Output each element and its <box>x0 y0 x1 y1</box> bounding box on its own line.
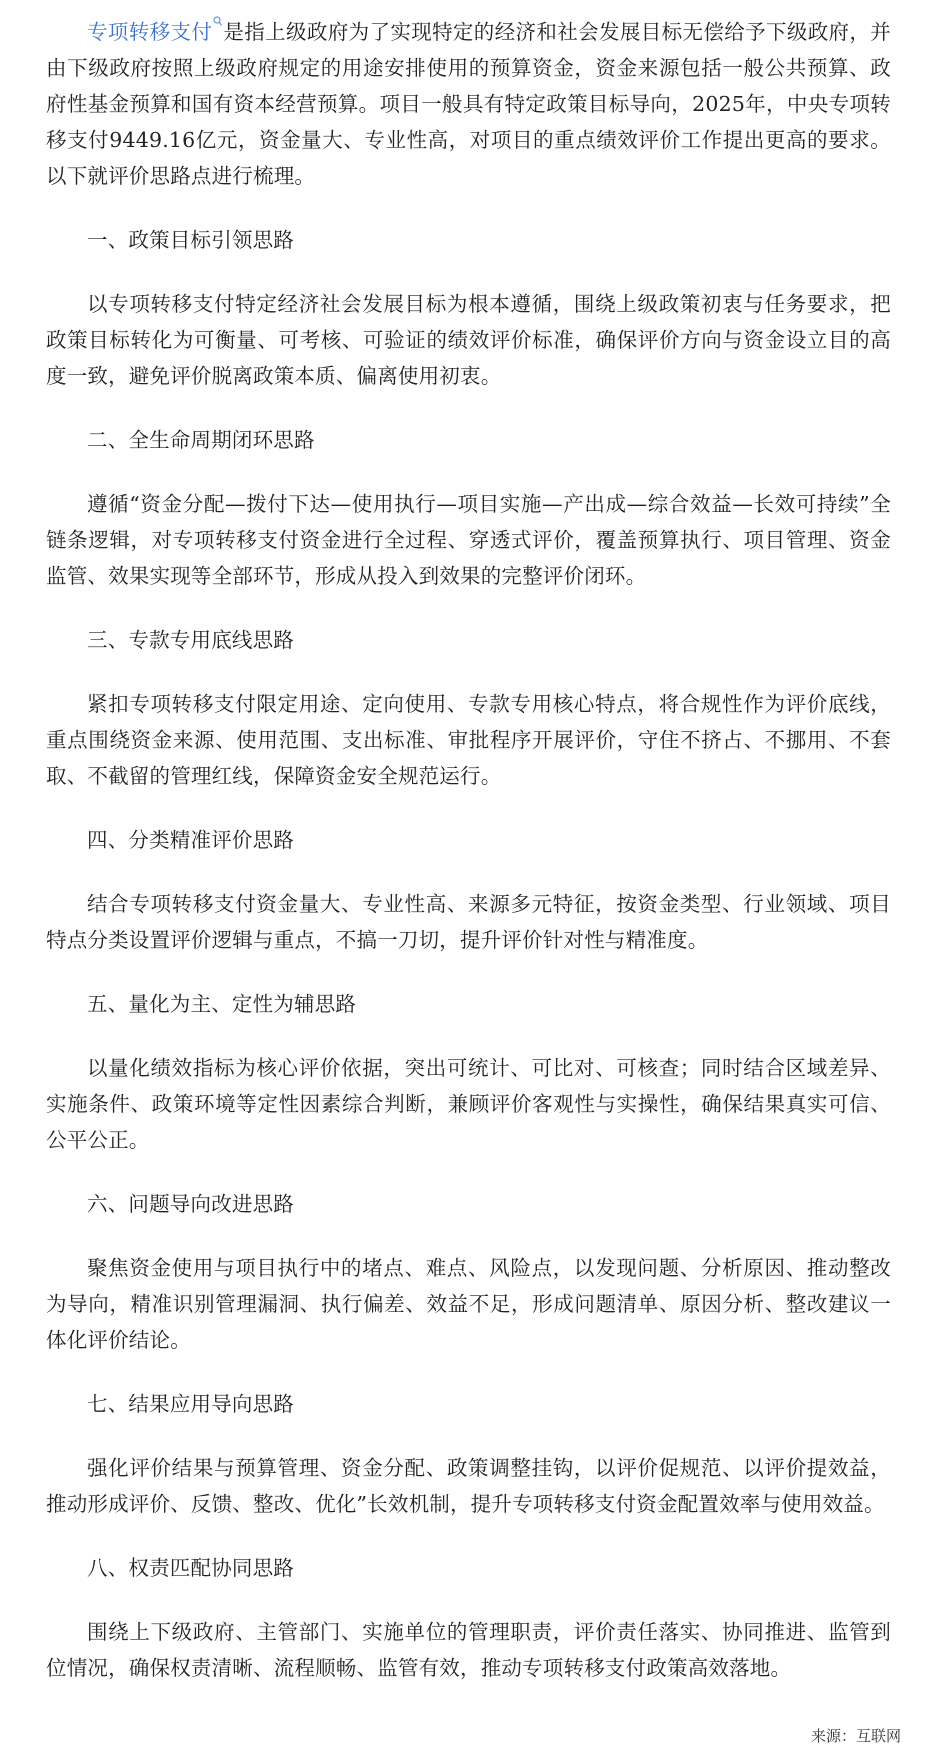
section-body: 以专项转移支付特定经济社会发展目标为根本遵循，围绕上级政策初衷与任务要求，把政策目标转化为可衡量、可考核、可验证的绩效评价标准，确保评价方向与资金设立目的高度一致，避免评价脱离政策本质、偏离使用初衷。 <box>46 292 891 388</box>
section-heading: 七、结果应用导向思路 <box>87 1392 294 1416</box>
section-heading: 一、政策目标引领思路 <box>87 228 294 252</box>
intro-paragraph <box>46 14 891 194</box>
section-body: 遵循“资金分配—拨付下达—使用执行—项目实施—产出成—综合效益—长效可持续”全链条逻辑，对专项转移支付资金进行全过程、穿透式评价，覆盖预算执行、项目管理、资金监管、效果实现等全部环节，形成从投入到效果的完整评价闭环。 <box>46 492 891 588</box>
section-heading: 八、权责匹配协同思路 <box>87 1556 294 1580</box>
section-heading: 五、量化为主、定性为辅思路 <box>87 992 357 1016</box>
section-body: 强化评价结果与预算管理、资金分配、政策调整挂钩，以评价促规范、以评价提效益，推动形成评价、反馈、整改、优化”长效机制，提升专项转移支付资金配置效率与使用效益。 <box>46 1456 891 1516</box>
section-body: 结合专项转移支付资金量大、专业性高、来源多元特征，按资金类型、行业领域、项目特点分类设置评价逻辑与重点，不搞一刀切，提升评价针对性与精准度。 <box>46 892 891 952</box>
intro-link[interactable]: 专项转移支付 <box>87 20 213 44</box>
section-body: 聚焦资金使用与项目执行中的堵点、难点、风险点，以发现问题、分析原因、推动整改为导向，精准识别管理漏洞、执行偏差、效益不足，形成问题清单、原因分析、整改建议一体化评价结论。 <box>46 1256 891 1352</box>
search-icon[interactable] <box>213 16 223 28</box>
source-credit: 来源：互联网 <box>810 1727 901 1745</box>
article <box>46 14 891 1686</box>
intro-text: 是指上级政府为了实现特定的经济和社会发展目标无偿给予下级政府，并由下级政府按照上级政府规定的用途安排使用的预算资金，资金来源包括一般公共预算、政府性基金预算和国有资本经营预算。项目一般具有特定政策目标导向，2025年，中央专项转移支付9449.16亿元，资金量大、专业性高，对项目的重点绩效评价工作提出更高的要求。以下就评价思路点进行梳理。 <box>46 20 891 188</box>
section-body: 围绕上下级政府、主管部门、实施单位的管理职责，评价责任落实、协同推进、监管到位情况，确保权责清晰、流程顺畅、监管有效，推动专项转移支付政策高效落地。 <box>46 1620 891 1680</box>
section-body: 紧扣专项转移支付限定用途、定向使用、专款专用核心特点，将合规性作为评价底线，重点围绕资金来源、使用范围、支出标准、审批程序开展评价，守住不挤占、不挪用、不套取、不截留的管理红线，保障资金安全规范运行。 <box>46 692 891 788</box>
section-heading: 三、专款专用底线思路 <box>87 628 294 652</box>
section-heading: 四、分类精准评价思路 <box>87 828 294 852</box>
section-body: 以量化绩效指标为核心评价依据，突出可统计、可比对、可核查；同时结合区域差异、实施条件、政策环境等定性因素综合判断，兼顾评价客观性与实操性，确保结果真实可信、公平公正。 <box>46 1056 891 1152</box>
section-heading: 六、问题导向改进思路 <box>87 1192 294 1216</box>
section-heading: 二、全生命周期闭环思路 <box>87 428 315 452</box>
